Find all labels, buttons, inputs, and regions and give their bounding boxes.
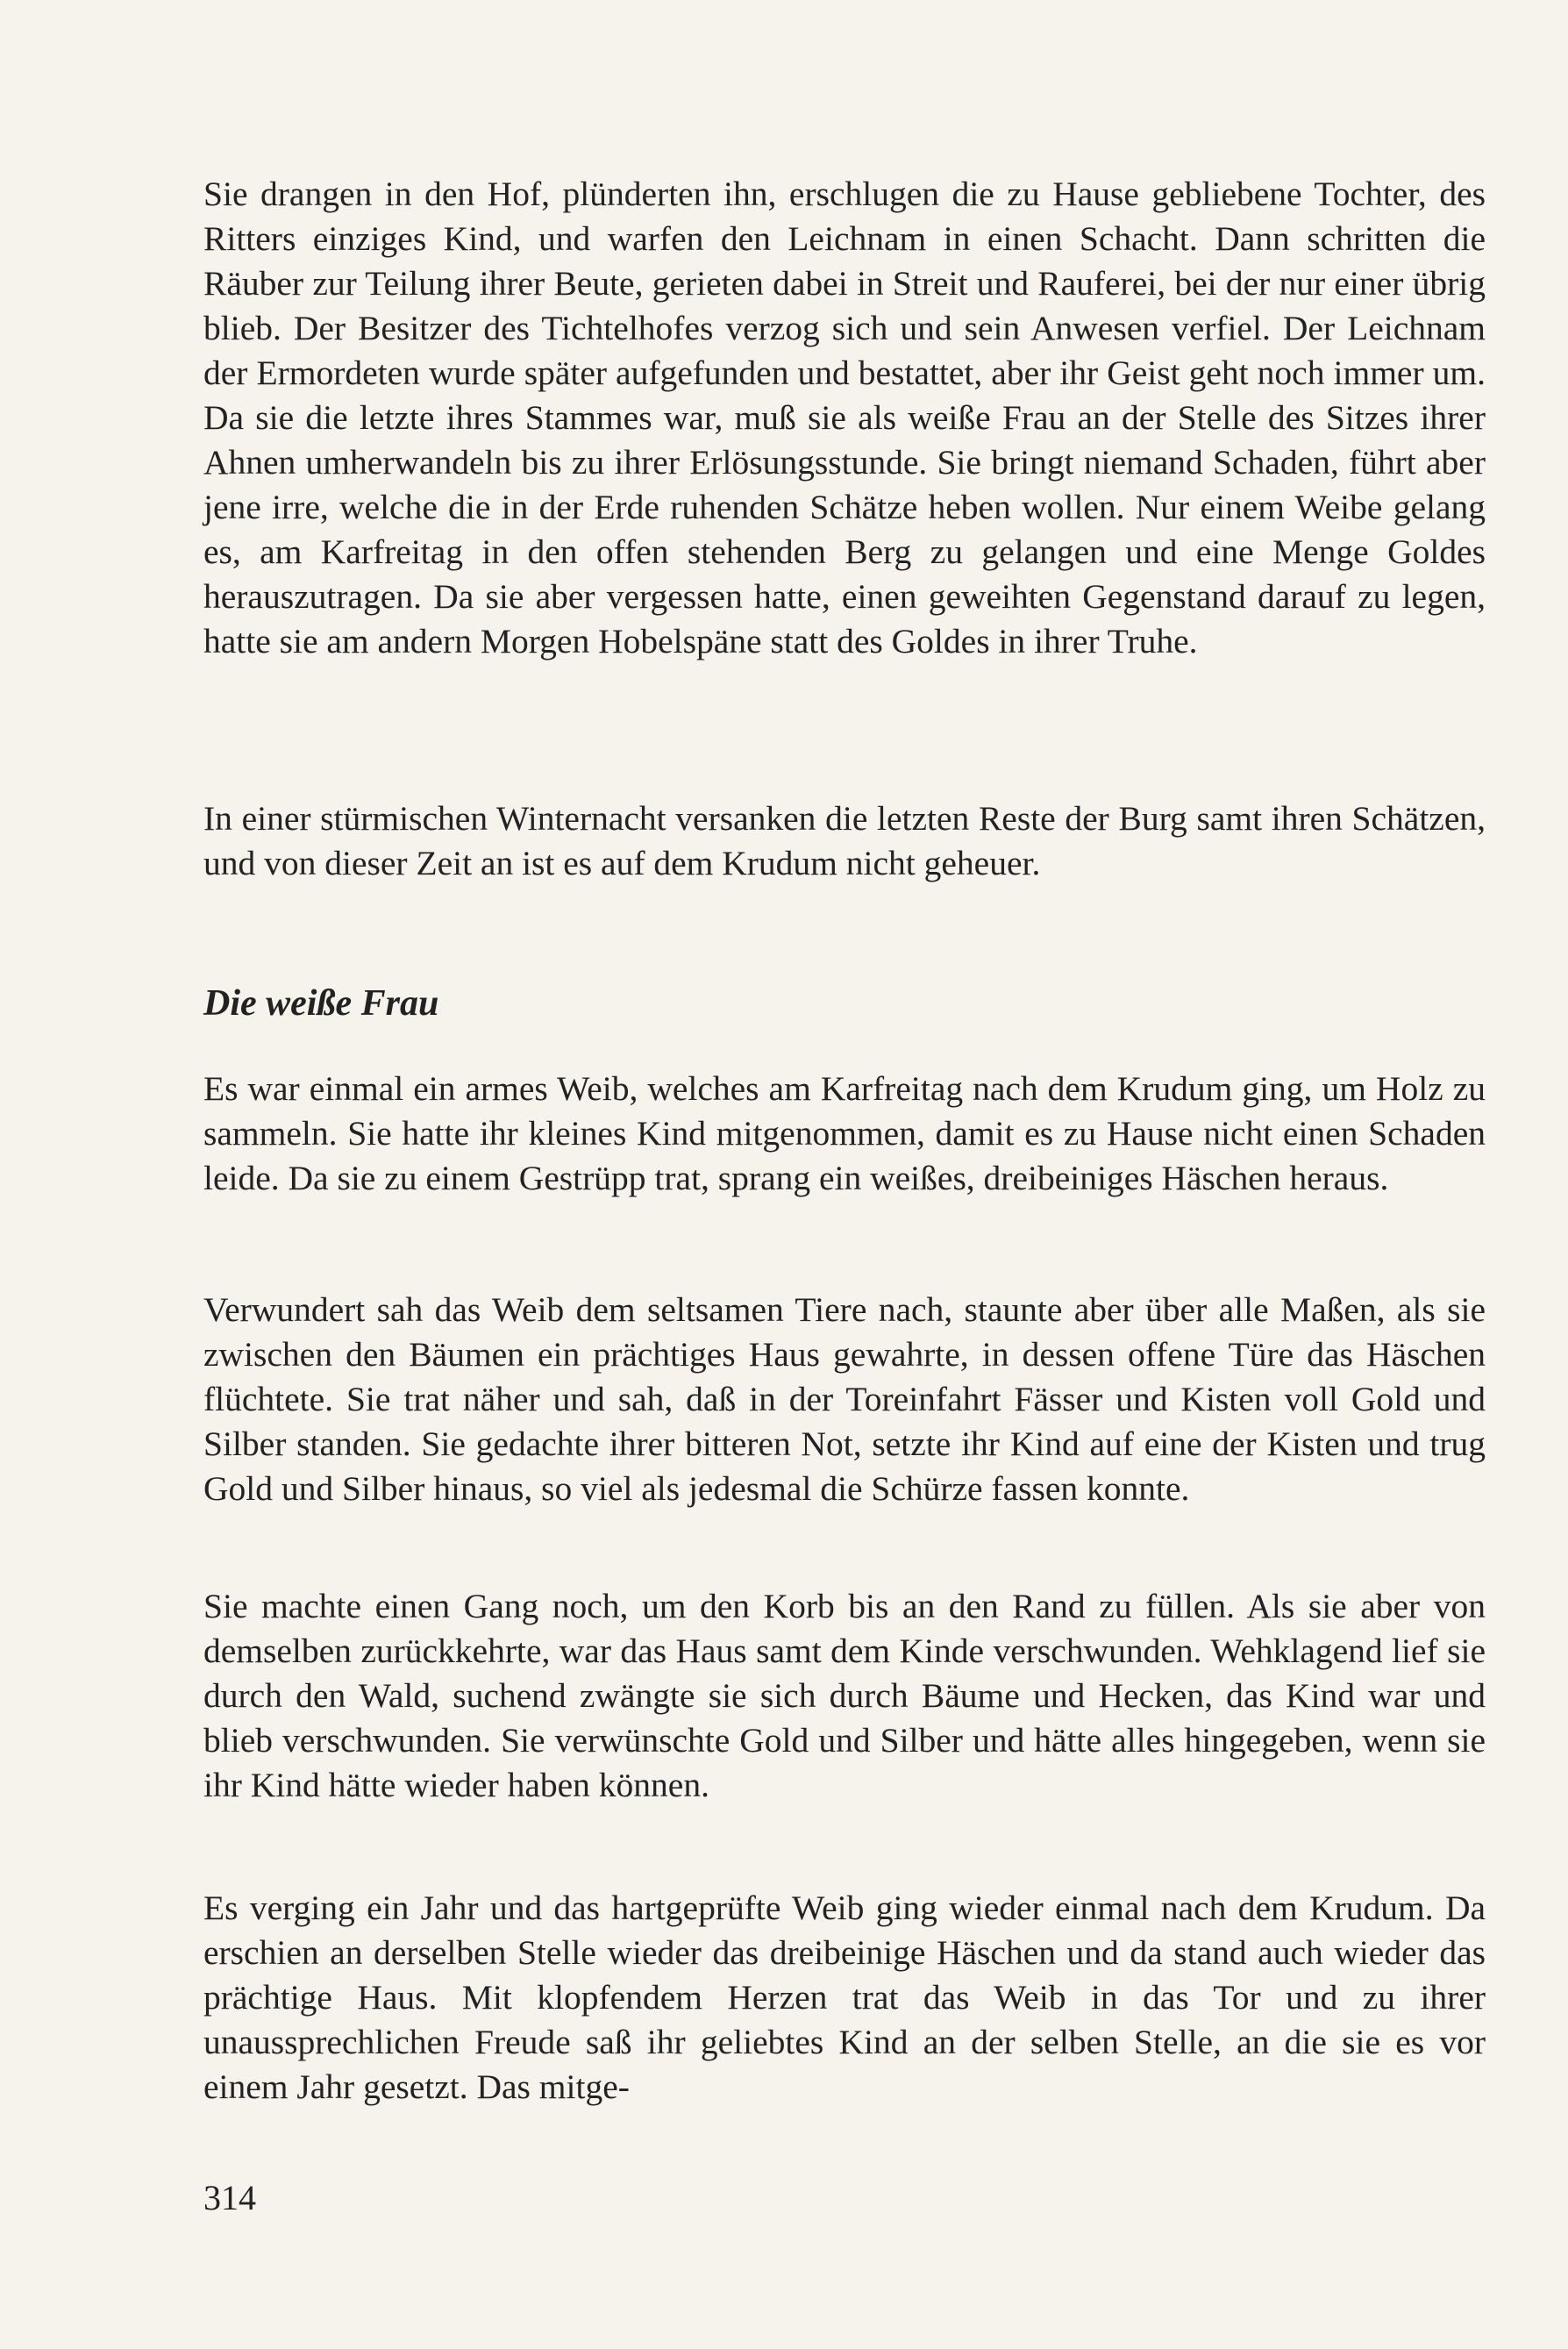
paragraph-text: Verwundert sah das Weib dem seltsamen Tiere nach, staunte aber über alle Maßen, als sie zwischen den Bäumen ein prächtiges Haus gewahrte, in dessen offene Türe das Häschen flüchtete. Sie trat näher und sah, daß in der Toreinfahrt Fässer und Kisten voll Gold und Silber standen. Sie gedachte ihrer bitteren Not, setzte ihr Kind auf eine der Kisten und trug Gold und Silber hinaus, so viel als jedesmal die Schürze fassen konnte. [203, 1290, 1486, 1508]
paragraph [203, 1886, 1486, 2110]
paragraph-text: Es verging ein Jahr und das hartgeprüfte Weib ging wieder einmal nach dem Krudum. Da erschien an derselben Stelle wieder das dreibeinige Häschen und da stand auch wieder das prächtige Haus. Mit klopfendem Herzen trat das Weib in das Tor und zu ihrer unaussprechlichen Freude saß ihr geliebtes Kind an der selben Stelle, an die sie es vor einem Jahr gesetzt. Das mitge- [203, 1888, 1486, 2106]
paragraph [203, 1288, 1486, 1511]
paragraph [203, 796, 1486, 886]
paragraph-text: Sie machte einen Gang noch, um den Korb bis an den Rand zu füllen. Als sie aber von demselben zurückkehrte, war das Haus samt dem Kinde verschwunden. Wehklagend lief sie durch den Wald, suchend zwängte sie sich durch Bäume und Hecken, das Kind war und blieb verschwunden. Sie verwünschte Gold und Silber und hätte alles hingegeben, wenn sie ihr Kind hätte wieder haben können. [203, 1587, 1486, 1804]
paragraph [203, 1584, 1486, 1808]
page-number: 314 [203, 2178, 256, 2217]
paragraph [203, 172, 1486, 664]
section-heading: Die weiße Frau [203, 983, 439, 1024]
paragraph-text: Sie drangen in den Hof, plünderten ihn, erschlugen die zu Hause gebliebene Tochter, des Ritters einziges Kind, und warfen den Leichnam in einen Schacht. Dann schritten die Räuber zur Teilung ihrer Beute, gerieten dabei in Streit und Rauferei, bei der nur einer übrig blieb. Der Besitzer des Tichtelhofes verzog sich und sein Anwesen verfiel. Der Leichnam der Ermordeten wurde später aufgefunden und bestattet, aber ihr Geist geht noch immer um. Da sie die letzte ihres Stammes war, muß sie als weiße Frau an der Stelle des Sitzes ihrer Ahnen umherwandeln bis zu ihrer Erlösungsstunde. Sie bringt niemand Schaden, führt aber jene irre, welche die in der Erde ruhenden Schätze heben wollen. Nur einem Weibe gelang es, am Karfreitag in den offen stehenden Berg zu gelangen und eine Menge Goldes herauszutragen. Da sie aber vergessen hatte, einen geweihten Gegenstand darauf zu legen, hatte sie am andern Morgen Hobelspäne statt des Goldes in ihrer Truhe. [203, 175, 1486, 660]
paragraph-text: Es war einmal ein armes Weib, welches am Karfreitag nach dem Krudum ging, um Holz zu sammeln. Sie hatte ihr kleines Kind mitgenommen, damit es zu Hause nicht einen Schaden leide. Da sie zu einem Gestrüpp trat, sprang ein weißes, dreibeiniges Häschen heraus. [203, 1069, 1486, 1197]
paragraph-text: In einer stürmischen Winternacht versanken die letzten Reste der Burg samt ihren Schätzen, und von dieser Zeit an ist es auf dem Krudum nicht geheuer. [203, 799, 1486, 882]
paragraph [203, 1067, 1486, 1201]
